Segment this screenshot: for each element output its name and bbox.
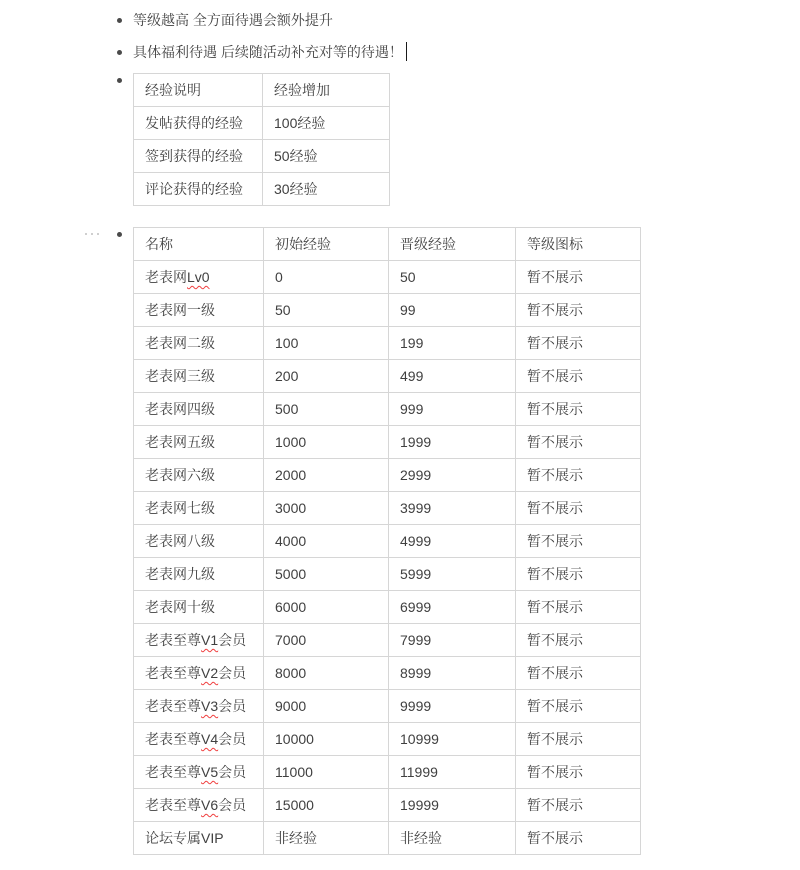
- level-name-text: 会员: [218, 632, 247, 648]
- upgrade-exp-cell[interactable]: 11999: [389, 756, 516, 789]
- level-name-cell[interactable]: [134, 789, 264, 822]
- level-name-text: 老表网: [145, 269, 187, 285]
- misspelled-text: V6: [201, 797, 219, 813]
- upgrade-exp-cell[interactable]: 50: [389, 261, 516, 294]
- level-icon-cell[interactable]: 暂不展示: [516, 723, 641, 756]
- level-icon-cell[interactable]: 暂不展示: [516, 327, 641, 360]
- exp-table-cell[interactable]: 签到获得的经验: [134, 140, 263, 173]
- upgrade-exp-cell[interactable]: 非经验: [389, 822, 516, 855]
- level-name-text: 老表至尊: [145, 731, 201, 747]
- exp-table-cell[interactable]: 发帖获得的经验: [134, 107, 263, 140]
- level-name-text: 会员: [218, 731, 247, 747]
- exp-table-cell[interactable]: 评论获得的经验: [134, 173, 263, 206]
- upgrade-exp-cell[interactable]: 8999: [389, 657, 516, 690]
- initial-exp-cell[interactable]: 3000: [264, 492, 389, 525]
- misspelled-text: Lv0: [187, 269, 210, 285]
- exp-table-header-row: [134, 74, 390, 107]
- level-name-cell[interactable]: [134, 558, 264, 591]
- level-icon-cell[interactable]: 暂不展示: [516, 558, 641, 591]
- block-more-options-ellipsis-icon[interactable]: [85, 231, 99, 237]
- initial-exp-cell[interactable]: 10000: [264, 723, 389, 756]
- upgrade-exp-cell[interactable]: 1999: [389, 426, 516, 459]
- level-table-row: [134, 492, 641, 525]
- level-name-text: 老表至尊: [145, 764, 201, 780]
- upgrade-exp-cell[interactable]: 99: [389, 294, 516, 327]
- level-table-row: [134, 624, 641, 657]
- level-name-text: 老表网九级: [145, 566, 215, 582]
- upgrade-exp-cell[interactable]: 6999: [389, 591, 516, 624]
- level-table-row: [134, 360, 641, 393]
- exp-table-row: [134, 173, 390, 206]
- level-name-cell[interactable]: [134, 591, 264, 624]
- initial-exp-cell[interactable]: 100: [264, 327, 389, 360]
- exp-table-cell[interactable]: 100经验: [263, 107, 390, 140]
- level-name-cell[interactable]: [134, 822, 264, 855]
- level-icon-cell[interactable]: 暂不展示: [516, 459, 641, 492]
- bullet-item-benefit-note[interactable]: [133, 9, 800, 31]
- level-name-text: 论坛专属VIP: [145, 830, 224, 846]
- experience-table-bullet: [133, 73, 800, 206]
- initial-exp-cell[interactable]: 11000: [264, 756, 389, 789]
- level-table-header-row: [134, 228, 641, 261]
- misspelled-text: V5: [201, 764, 219, 780]
- level-icon-cell[interactable]: 暂不展示: [516, 360, 641, 393]
- level-name-text: 老表网八级: [145, 533, 215, 549]
- upgrade-exp-cell[interactable]: 2999: [389, 459, 516, 492]
- level-table-bullet: [133, 227, 800, 855]
- initial-exp-cell[interactable]: 2000: [264, 459, 389, 492]
- level-name-cell[interactable]: [134, 393, 264, 426]
- exp-table-row: [134, 107, 390, 140]
- level-name-cell[interactable]: [134, 723, 264, 756]
- level-name-text: 老表网二级: [145, 335, 215, 351]
- level-icon-cell[interactable]: 暂不展示: [516, 393, 641, 426]
- level-name-text: 老表至尊: [145, 797, 201, 813]
- level-name-cell[interactable]: [134, 690, 264, 723]
- level-name-text: 老表网七级: [145, 500, 215, 516]
- level-table-row: [134, 426, 641, 459]
- level-table-row: [134, 459, 641, 492]
- exp-table-cell[interactable]: 50经验: [263, 140, 390, 173]
- initial-exp-cell[interactable]: 500: [264, 393, 389, 426]
- level-table-row: [134, 591, 641, 624]
- exp-table-cell[interactable]: 30经验: [263, 173, 390, 206]
- level-table-row: [134, 558, 641, 591]
- exp-table-header-cell[interactable]: 经验说明: [134, 74, 263, 107]
- level-icon-cell[interactable]: 暂不展示: [516, 657, 641, 690]
- initial-exp-cell[interactable]: 50: [264, 294, 389, 327]
- level-table-header-cell[interactable]: 初始经验: [264, 228, 389, 261]
- level-icon-cell[interactable]: 暂不展示: [516, 624, 641, 657]
- initial-exp-cell[interactable]: 200: [264, 360, 389, 393]
- upgrade-exp-cell[interactable]: 9999: [389, 690, 516, 723]
- upgrade-exp-cell[interactable]: 4999: [389, 525, 516, 558]
- bullet-item-welfare-note[interactable]: [133, 41, 800, 63]
- experience-table: [133, 73, 390, 206]
- level-icon-cell[interactable]: 暂不展示: [516, 261, 641, 294]
- level-name-cell[interactable]: [134, 261, 264, 294]
- misspelled-text: V4: [201, 731, 219, 747]
- level-icon-cell[interactable]: 暂不展示: [516, 822, 641, 855]
- initial-exp-cell[interactable]: 1000: [264, 426, 389, 459]
- level-table-row: [134, 393, 641, 426]
- level-table-row: [134, 822, 641, 855]
- upgrade-exp-cell[interactable]: 499: [389, 360, 516, 393]
- level-name-text: 会员: [218, 764, 247, 780]
- upgrade-exp-cell[interactable]: 999: [389, 393, 516, 426]
- level-table-row: [134, 690, 641, 723]
- level-table: [133, 227, 641, 855]
- level-name-cell[interactable]: [134, 756, 264, 789]
- level-name-cell[interactable]: [134, 360, 264, 393]
- level-table-row: [134, 327, 641, 360]
- level-table-row: [134, 261, 641, 294]
- level-icon-cell[interactable]: 暂不展示: [516, 690, 641, 723]
- level-name-text: 老表至尊: [145, 665, 201, 681]
- level-name-cell[interactable]: [134, 327, 264, 360]
- level-name-cell[interactable]: [134, 624, 264, 657]
- initial-exp-cell[interactable]: 0: [264, 261, 389, 294]
- level-name-text: 老表网十级: [145, 599, 215, 615]
- exp-table-header-cell[interactable]: 经验增加: [263, 74, 390, 107]
- exp-table-row: [134, 140, 390, 173]
- level-name-text: 老表网三级: [145, 368, 215, 384]
- initial-exp-cell[interactable]: 4000: [264, 525, 389, 558]
- bullet-text: 具体福利待遇 后续随活动补充对等的待遇！: [133, 44, 403, 60]
- level-icon-cell[interactable]: 暂不展示: [516, 294, 641, 327]
- level-name-text: 老表网五级: [145, 434, 215, 450]
- initial-exp-cell[interactable]: 7000: [264, 624, 389, 657]
- level-name-cell[interactable]: [134, 459, 264, 492]
- level-icon-cell[interactable]: 暂不展示: [516, 426, 641, 459]
- level-name-cell[interactable]: [134, 426, 264, 459]
- upgrade-exp-cell[interactable]: 199: [389, 327, 516, 360]
- upgrade-exp-cell[interactable]: 3999: [389, 492, 516, 525]
- misspelled-text: V2: [201, 665, 219, 681]
- level-name-text: 老表至尊: [145, 632, 201, 648]
- level-icon-cell[interactable]: 暂不展示: [516, 756, 641, 789]
- level-table-row: [134, 657, 641, 690]
- level-name-cell[interactable]: [134, 294, 264, 327]
- level-name-cell[interactable]: [134, 657, 264, 690]
- bullet-text: 等级越高 全方面待遇会额外提升: [133, 12, 333, 28]
- level-table-header-cell[interactable]: 名称: [134, 228, 264, 261]
- level-name-text: 老表至尊: [145, 698, 201, 714]
- text-caret: [406, 42, 407, 61]
- level-icon-cell[interactable]: 暂不展示: [516, 492, 641, 525]
- level-icon-cell[interactable]: 暂不展示: [516, 525, 641, 558]
- level-table-row: [134, 723, 641, 756]
- misspelled-text: V3: [201, 698, 219, 714]
- level-icon-cell[interactable]: 暂不展示: [516, 789, 641, 822]
- level-table-header-cell[interactable]: 晋级经验: [389, 228, 516, 261]
- level-table-row: [134, 525, 641, 558]
- level-table-row: [134, 294, 641, 327]
- initial-exp-cell[interactable]: 9000: [264, 690, 389, 723]
- level-name-cell[interactable]: [134, 492, 264, 525]
- upgrade-exp-cell[interactable]: 10999: [389, 723, 516, 756]
- initial-exp-cell[interactable]: 15000: [264, 789, 389, 822]
- level-name-text: 老表网一级: [145, 302, 215, 318]
- level-table-row: [134, 789, 641, 822]
- level-name-cell[interactable]: [134, 525, 264, 558]
- upgrade-exp-cell[interactable]: 5999: [389, 558, 516, 591]
- level-name-text: 会员: [218, 698, 247, 714]
- level-name-text: 老表网六级: [145, 467, 215, 483]
- level-table-header-cell[interactable]: 等级图标: [516, 228, 641, 261]
- misspelled-text: V1: [201, 632, 219, 648]
- initial-exp-cell[interactable]: 8000: [264, 657, 389, 690]
- level-name-text: 会员: [218, 665, 247, 681]
- upgrade-exp-cell[interactable]: 7999: [389, 624, 516, 657]
- level-table-row: [134, 756, 641, 789]
- initial-exp-cell[interactable]: 6000: [264, 591, 389, 624]
- level-name-text: 会员: [218, 797, 247, 813]
- initial-exp-cell[interactable]: 5000: [264, 558, 389, 591]
- upgrade-exp-cell[interactable]: 19999: [389, 789, 516, 822]
- level-icon-cell[interactable]: 暂不展示: [516, 591, 641, 624]
- level-name-text: 老表网四级: [145, 401, 215, 417]
- initial-exp-cell[interactable]: 非经验: [264, 822, 389, 855]
